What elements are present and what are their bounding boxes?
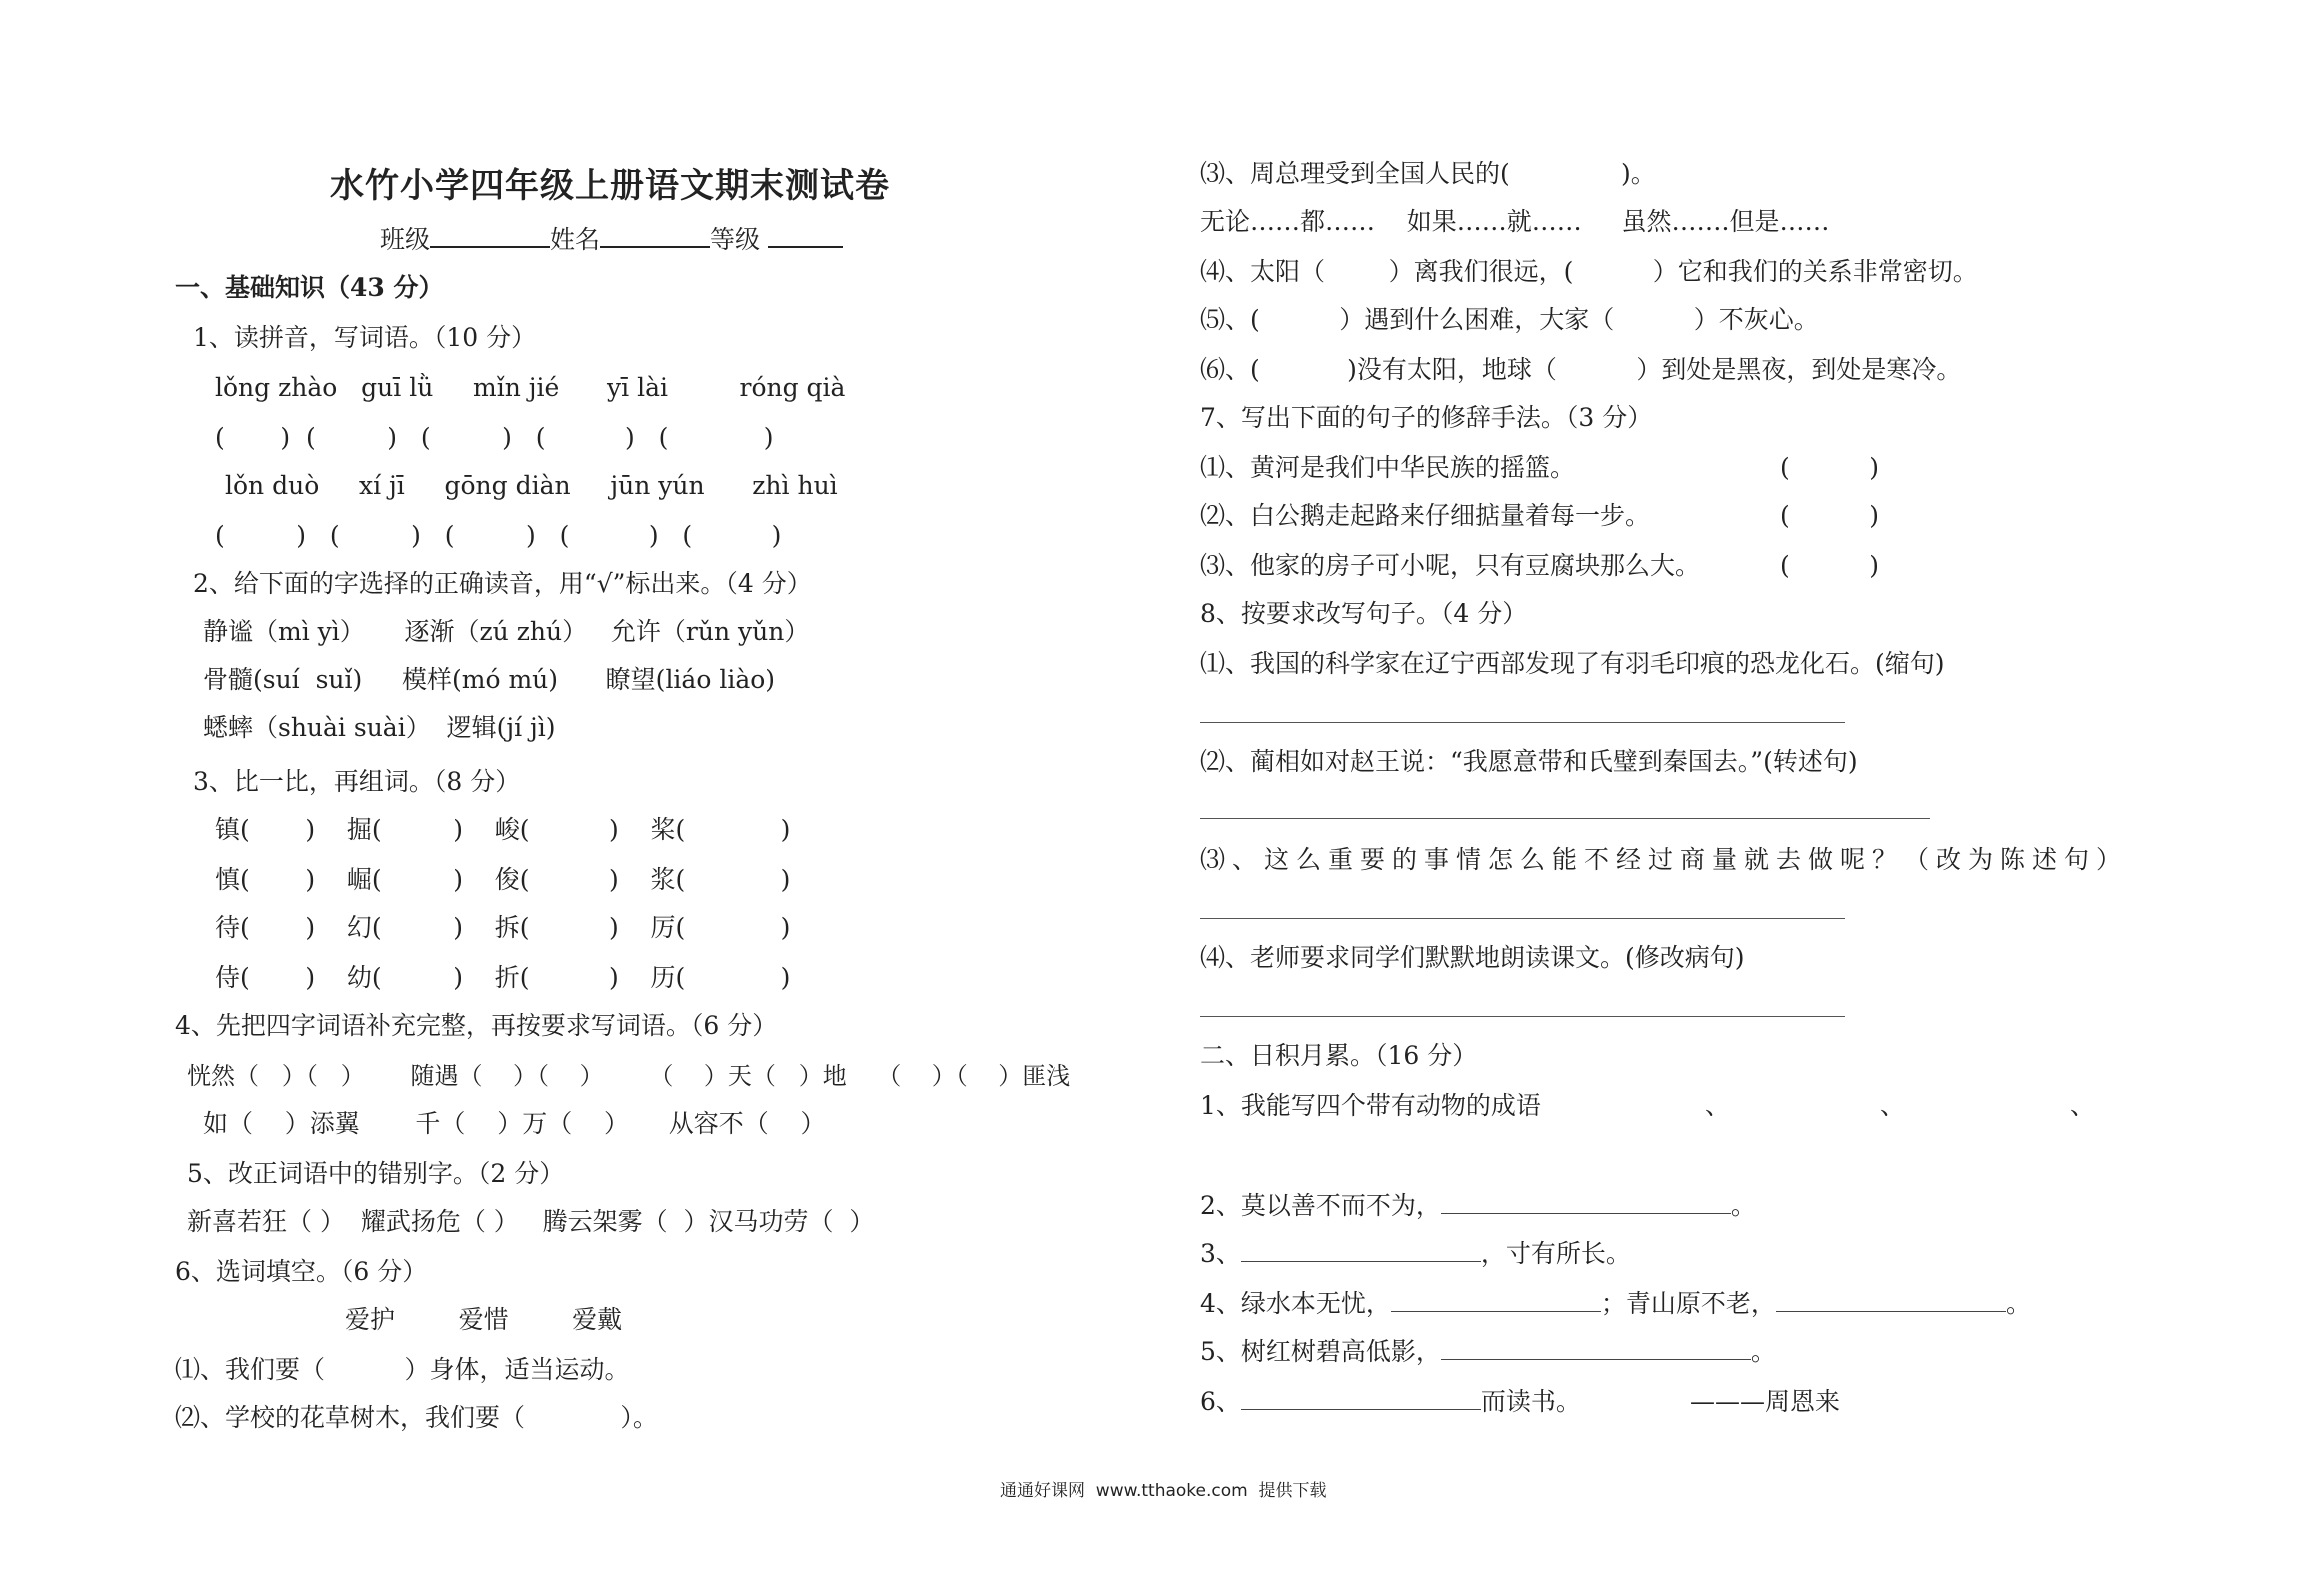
footer-source: 通通好课网 www.tthaoke.com 提供下载	[1000, 1481, 1327, 1501]
r4-prefix: 4、绿水本无忧，	[1200, 1289, 1391, 1318]
name-label: 姓名	[550, 225, 601, 254]
r3-prefix: 3、	[1200, 1239, 1241, 1268]
q8-answer-line2[interactable]	[1200, 818, 1930, 819]
q1-pinyin-row2: lǒn duò xí jī gōng diàn jūn yún zhì huì	[225, 471, 838, 500]
r6-middle: 而读书。	[1480, 1387, 1581, 1416]
q6-sentence2: ⑵、学校的花草树木，我们要（ ）。	[175, 1403, 658, 1432]
r4-middle: ；青山原不老，	[1600, 1289, 1776, 1318]
q2-row1: 静谧（mì yì） 逐渐（zú zhú） 允许（rǔn yǔn）	[203, 617, 810, 646]
q8-title: 8、按要求改写句子。（4 分）	[1200, 599, 1528, 628]
q4-row2: 如（ ）添翼 千（ ）万（ ） 从容不（ ）	[203, 1109, 826, 1138]
r2-prefix: 2、莫以善不而不为，	[1200, 1191, 1441, 1220]
q8-sentence1: ⑴、我国的科学家在辽宁西部发现了有羽毛印痕的恐龙化石。(缩句)	[1200, 649, 1945, 678]
q8-sentence3: ⑶、这么重要的事情怎么能不经过商量就去做呢？（改为陈述句）	[1200, 845, 2129, 874]
q8-answer-line3[interactable]	[1200, 918, 1845, 919]
q4-title: 4、先把四字词语补充完整，再按要求写词语。（6 分）	[175, 1011, 778, 1040]
section-1-heading: 一、基础知识（43 分）	[175, 273, 444, 302]
r5-blank[interactable]	[1441, 1359, 1751, 1360]
q2-row3: 蟋蟀（shuài suài） 逻辑(jí jì)	[203, 713, 556, 742]
q8-sentence4: ⑷、老师要求同学们默默地朗读课文。(修改病句)	[1200, 943, 1745, 972]
grade-blank[interactable]	[768, 222, 843, 248]
q3-row3: 待( ) 幻( ) 拆( ) 厉( )	[215, 913, 791, 942]
q2-title: 2、给下面的字选择的正确读音，用“√”标出来。（4 分）	[193, 569, 812, 598]
r3-suffix: ，寸有所长。	[1480, 1239, 1631, 1268]
r1-sep-2: 、	[1880, 1091, 1906, 1120]
grade-label: 等级	[710, 225, 761, 254]
q6-word-choices: 爱护 爱惜 爱戴	[345, 1305, 623, 1334]
r5-line	[1200, 1336, 1776, 1368]
q6-conjunction-choices: 无论……都…… 如果……就…… 虽然…….但是……	[1200, 207, 1830, 236]
r5-suffix: 。	[1750, 1337, 1776, 1366]
q7-sentence3: ⑶、他家的房子可小呢，只有豆腐块那么大。	[1200, 551, 1701, 580]
r5-prefix: 5、树红树碧高低影，	[1200, 1337, 1441, 1366]
r4-line	[1200, 1288, 2031, 1320]
q7-title: 7、写出下面的句子的修辞手法。（3 分）	[1200, 403, 1653, 432]
r3-blank[interactable]	[1241, 1261, 1481, 1262]
q1-pinyin-row1: lǒng zhào guī lǜ mǐn jié yī lài róng qià	[215, 373, 846, 402]
r1-sep-3: 、	[2070, 1091, 2096, 1120]
class-label: 班级	[380, 225, 431, 254]
r2-suffix: 。	[1730, 1191, 1756, 1220]
q3-row1: 镇( ) 掘( ) 峻( ) 桨( )	[215, 815, 791, 844]
r6-author: ———周恩来	[1690, 1387, 1841, 1416]
q6-sentence1: ⑴、我们要（ ）身体，适当运动。	[175, 1355, 630, 1384]
q4-row1: 恍然（ ）（ ） 随遇（ ）（ ） （ ）天（ ）地 （ ）（ ）匪浅	[187, 1062, 1071, 1090]
q8-sentence2: ⑵、蔺相如对赵王说：“我愿意带和氏璧到秦国去。”(转述句)	[1200, 747, 1858, 776]
q6-sentence4: ⑷、太阳（ ）离我们很远，( ）它和我们的关系非常密切。	[1200, 257, 1978, 286]
r1-idioms-prompt: 1、我能写四个带有动物的成语	[1200, 1091, 1541, 1120]
q3-row4: 侍( ) 幼( ) 折( ) 历( )	[215, 963, 791, 992]
r4-blank1[interactable]	[1391, 1311, 1601, 1312]
q3-row2: 慎( ) 崛( ) 俊( ) 浆( )	[215, 865, 791, 894]
r4-blank2[interactable]	[1776, 1311, 2006, 1312]
q1-title: 1、读拼音，写词语。（10 分）	[193, 323, 537, 352]
r6-prefix: 6、	[1200, 1387, 1241, 1416]
q7-answer1[interactable]: ( )	[1780, 453, 1879, 482]
q6-sentence5: ⑸、( ）遇到什么困难，大家（ ）不灰心。	[1200, 305, 1819, 334]
r1-sep-1: 、	[1705, 1091, 1731, 1120]
r4-suffix: 。	[2005, 1289, 2031, 1318]
q5-title: 5、改正词语中的错别字。（2 分）	[187, 1159, 565, 1188]
r6-blank[interactable]	[1241, 1409, 1481, 1410]
class-blank[interactable]	[430, 222, 550, 248]
q6-sentence3: ⑶、周总理受到全国人民的( )。	[1200, 159, 1656, 188]
q8-answer-line1[interactable]	[1200, 722, 1845, 723]
q7-answer3[interactable]: ( )	[1780, 551, 1879, 580]
q5-row1: 新喜若狂（ ） 耀武扬危（ ） 腾云架雾（ ）汉马功劳（ ）	[187, 1207, 875, 1236]
r3-line	[1200, 1238, 1631, 1270]
q3-title: 3、比一比，再组词。（8 分）	[193, 767, 521, 796]
r2-line	[1200, 1190, 1756, 1222]
q6-sentence6: ⑹、( )没有太阳，地球（ ）到处是黑夜，到处是寒冷。	[1200, 355, 1962, 384]
r6-line	[1200, 1386, 1581, 1418]
page-title: 水竹小学四年级上册语文期末测试卷	[330, 166, 890, 206]
header-fields	[380, 222, 843, 256]
name-blank[interactable]	[600, 222, 710, 248]
q7-answer2[interactable]: ( )	[1780, 501, 1879, 530]
q7-sentence1: ⑴、黄河是我们中华民族的摇篮。	[1200, 453, 1576, 482]
q7-sentence2: ⑵、白公鹅走起路来仔细掂量着每一步。	[1200, 501, 1651, 530]
q1-paren-row1: ( ) ( ) ( ) ( ) ( )	[215, 423, 774, 452]
q6-title: 6、选词填空。（6 分）	[175, 1257, 428, 1286]
q8-answer-line4[interactable]	[1200, 1016, 1845, 1017]
r2-blank[interactable]	[1441, 1213, 1731, 1214]
section-2-heading: 二、日积月累。（16 分）	[1200, 1041, 1478, 1070]
q1-paren-row2: ( ) ( ) ( ) ( ) ( )	[215, 521, 782, 550]
q2-row2: 骨髓(suí suǐ) 模样(mó mú) 瞭望(liáo liào)	[203, 665, 776, 694]
